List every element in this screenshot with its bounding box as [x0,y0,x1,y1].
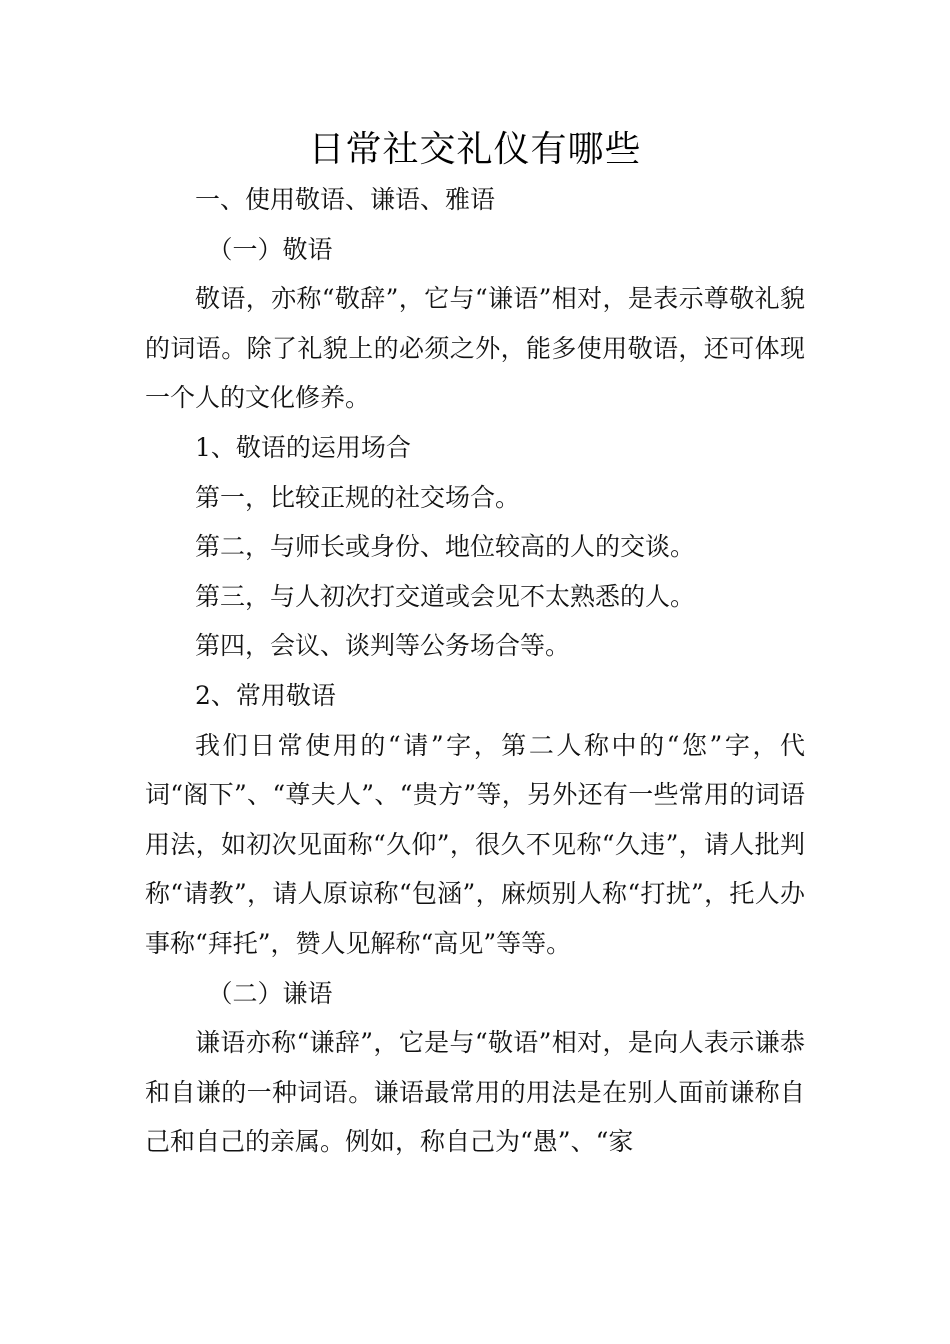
paragraph: 第二，与师长或身份、地位较高的人的交谈。 [195,532,696,562]
paragraph: 第一，比较正规的社交场合。 [195,482,521,512]
paragraph: 谦语亦称“谦辞”，它是与“敬语”相对，是向人表示谦恭和自谦的一种词语。谦语最常用的用法是在别人面前谦称自己和自己的亲属。例如，称自己为“愚”、“家 [145,1028,805,1157]
section-heading: 1、敬语的运用场合 [195,432,411,462]
document-body [145,175,805,1167]
document-title: 日常社交礼仪有哪些 [308,129,642,170]
section-heading: 2、常用敬语 [195,680,336,710]
paragraph: 第四，会议、谈判等公务场合等。 [195,631,571,661]
subsection-heading: （一）敬语 [207,234,333,264]
paragraph: 第三，与人初次打交道或会见不太熟悉的人。 [195,581,696,611]
section-heading: 一、使用敬语、谦语、雅语 [195,185,496,214]
paragraph: 敬语，亦称“敬辞”，它与“谦语”相对，是表示尊敬礼貌的词语。除了礼貌上的必须之外，能多使用敬语，还可体现一个人的文化修养。 [145,284,805,413]
subsection-heading: （二）谦语 [207,978,333,1008]
paragraph: 我们日常使用的“请”字，第二人称中的“您”字，代词“阁下”、“尊夫人”、“贵方”等，另外还有一些常用的词语用法，如初次见面称“久仰”，很久不见称“久违”，请人批判称“请教”，请人原谅称“包涵”，麻烦别人称“打扰”，托人办事称“拜托”，赞人见解称“高见”等等。 [145,730,805,958]
